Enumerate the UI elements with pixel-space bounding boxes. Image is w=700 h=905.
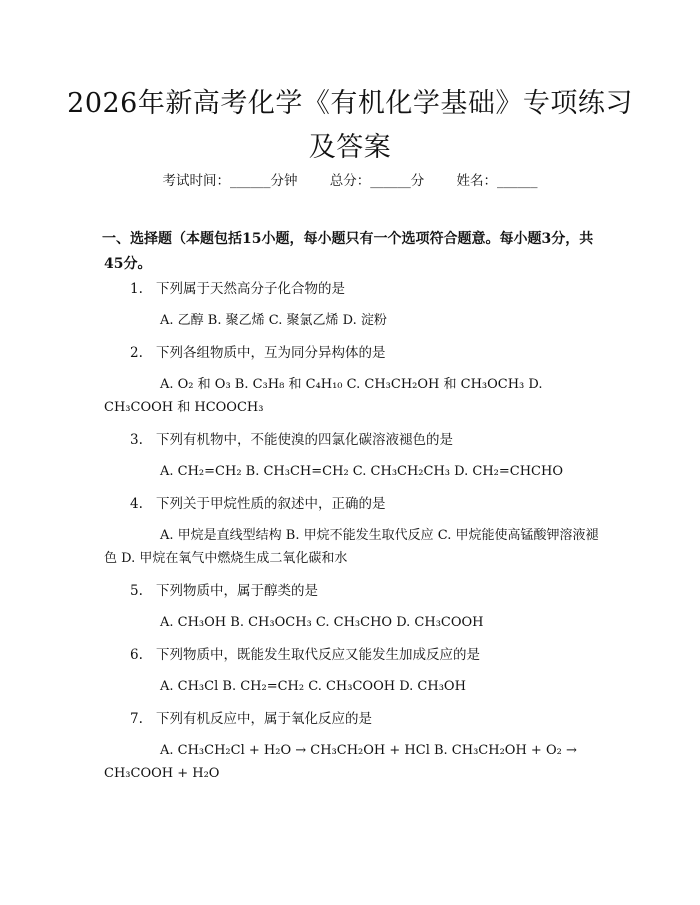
question-options: A. CH₃CH₂Cl + H₂O → CH₃CH₂OH + HCl B. CH₃CH₂OH + O₂ → CH₃COOH + H₂O xyxy=(104,743,577,781)
question-number: 4. xyxy=(130,496,143,512)
question-item xyxy=(104,429,600,483)
question-number: 2. xyxy=(130,345,143,361)
student-name-field: 姓名：______ xyxy=(456,173,538,189)
question-item xyxy=(104,644,600,698)
question-options: A. CH₂=CH₂ B. CH₃CH=CH₂ C. CH₃CH₂CH₃ D. CH₂=CHCHO xyxy=(160,464,563,479)
question-item xyxy=(104,342,600,419)
question-number: 1. xyxy=(130,281,143,297)
question-options: A. CH₃Cl B. CH₂=CH₂ C. CH₃COOH D. CH₃OH xyxy=(160,679,466,694)
question-number: 3. xyxy=(130,432,143,448)
exam-time-field: 考试时间：______分钟 xyxy=(162,173,298,189)
question-number: 7. xyxy=(130,711,143,727)
question-options: A. 乙醇 B. 聚乙烯 C. 聚氯乙烯 D. 淀粉 xyxy=(160,313,387,328)
question-text: 下列有机反应中，属于氧化反应的是 xyxy=(156,711,372,727)
exam-meta-line xyxy=(0,169,700,189)
question-options: A. 甲烷是直线型结构 B. 甲烷不能发生取代反应 C. 甲烷能使高锰酸钾溶液褪色 D. 甲烷在氧气中燃烧生成二氧化碳和水 xyxy=(104,528,599,566)
question-stem xyxy=(104,429,600,451)
question-text: 下列有机物中，不能使溴的四氯化碳溶液褪色的是 xyxy=(156,432,453,448)
question-stem xyxy=(104,493,600,515)
question-item xyxy=(104,708,600,785)
question-text: 下列物质中，属于醇类的是 xyxy=(156,583,318,599)
document-title: 2026年新高考化学《有机化学基础》专项练习及答案 xyxy=(67,88,633,163)
question-item xyxy=(104,580,600,634)
question-text: 下列各组物质中，互为同分异构体的是 xyxy=(156,345,386,361)
question-text: 下列关于甲烷性质的叙述中，正确的是 xyxy=(156,496,386,512)
question-text: 下列物质中，既能发生取代反应又能发生加成反应的是 xyxy=(156,647,480,663)
question-stem xyxy=(104,342,600,364)
question-item xyxy=(104,493,600,570)
section-heading: 一、选择题（本题包括15小题，每小题只有一个选项符合题意。每小题3分，共45分。 xyxy=(102,231,594,272)
question-stem xyxy=(104,644,600,666)
total-score-field: 总分：______分 xyxy=(329,173,425,189)
question-options: A. CH₃OH B. CH₃OCH₃ C. CH₃CHO D. CH₃COOH xyxy=(160,615,484,630)
question-item xyxy=(104,278,600,332)
question-stem xyxy=(104,708,600,730)
question-number: 5. xyxy=(130,583,143,599)
question-list xyxy=(104,278,600,795)
question-text: 下列属于天然高分子化合物的是 xyxy=(156,281,345,297)
question-stem xyxy=(104,580,600,602)
question-stem xyxy=(104,278,600,300)
question-number: 6. xyxy=(130,647,143,663)
question-options: A. O₂ 和 O₃ B. C₃H₈ 和 C₄H₁₀ C. CH₃CH₂OH 和 CH₃OCH₃ D. CH₃COOH 和 HCOOCH₃ xyxy=(104,377,543,415)
